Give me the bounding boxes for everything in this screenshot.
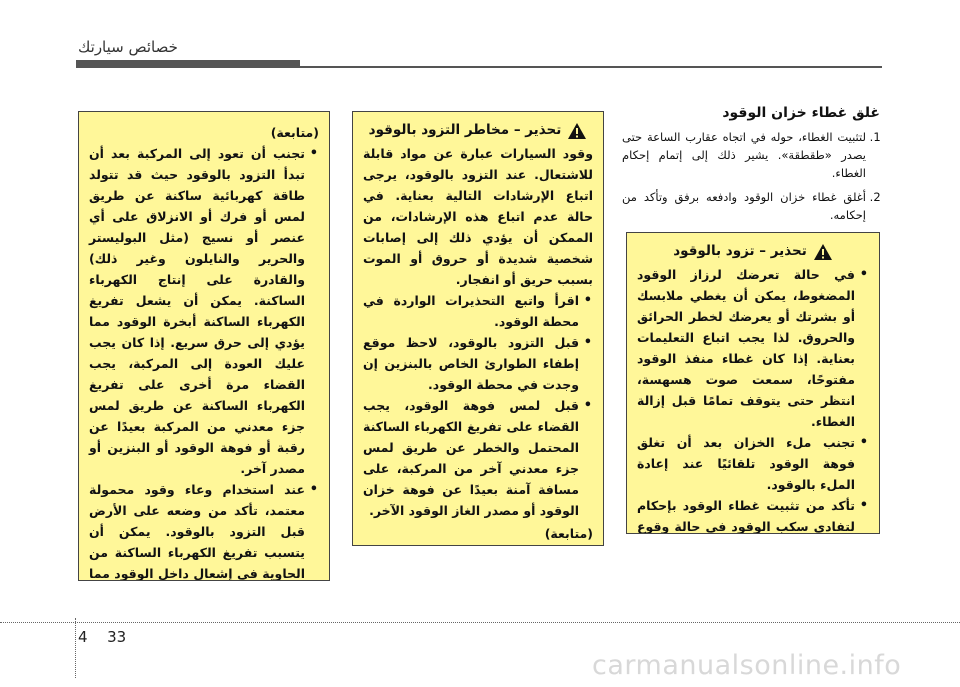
page-number-separator [75, 618, 77, 678]
warning-title [363, 120, 593, 141]
list-item: • تأكد من تثبيت غطاء الوقود بإحكام لتفادي سكب الوقود في حالة وقوع [637, 495, 855, 534]
step-item: 1. لتثبيت الغطاء، حوله في اتجاه عقارب الساعة حتى يصدر «طقطقة». يشير ذلك إلى إتمام إحكام الغطاء. [622, 128, 866, 182]
fuel-cap-closing-section [622, 104, 880, 230]
warning-list [363, 290, 593, 521]
list-item: • تجنب ملء الخزان بعد أن تغلق فوهة الوقود تلقائيًا عند إعادة الملء بالوقود. [637, 432, 855, 495]
steps-list [622, 128, 880, 224]
header-rule [76, 66, 882, 68]
warning-intro: وقود السيارات عبارة عن مواد قابلة للاشتعال. عند التزود بالوقود، يرجى اتباع الإرشادات التالية بعناية. في حالة عدم اتباع هذه الإرشادات، من الممكن أن يؤدي ذلك إلى إصابات شخصية شديدة أو حروق أو الموت بسبب حريق أو انفجار. [363, 146, 593, 287]
list-item: • قبل التزود بالوقود، لاحظ موقع إطفاء الطوارئ الخاص بالبنزين إن وجدت في محطة الوقود. [363, 332, 579, 395]
continued-label: (متابعة) [544, 526, 593, 541]
list-item: • قبل لمس فوهة الوقود، يجب القضاء على تفريغ الكهرباء الساكنة المحتمل والخطر عن طريق لمس جزء معدني آخر من المركبة، على مسافة آمنة بعيدًا عن فوهة خزان الوقود أو مصدر الغاز الوقود الآخر. [363, 395, 579, 521]
step-item: 2. أغلق غطاء خزان الوقود وادفعه برفق وتأكد من إحكامه. [622, 188, 866, 224]
section-heading: غلق غطاء خزان الوقود [722, 105, 880, 121]
continued-label-top: (متابعة) [270, 125, 319, 140]
list-item: • اقرأ واتبع التحذيرات الواردة في محطة الوقود. [363, 290, 579, 332]
warning-list [637, 264, 869, 534]
warning-title-text: تحذير – مخاطر التزود بالوقود [368, 122, 562, 138]
warning-triangle-icon [567, 122, 587, 140]
warning-title [637, 241, 869, 262]
page-header-title: خصائص سيارتك [78, 38, 178, 56]
warning-title-text: تحذير – تزود بالوقود [673, 243, 807, 259]
list-item: • عند استخدام وعاء وقود محمولة معتمد، تأكد من وضعه على الأرض قبل التزود بالوقود. يمكن أن يتسبب تفريغ الكهرباء الساكنة من الحاوية في إشعال داخل الوقود مما [89, 479, 305, 581]
page-number [78, 628, 126, 646]
watermark-text: carmanualsonline.info [592, 650, 902, 681]
page-num: 33 [107, 628, 127, 646]
warning-triangle-icon [813, 243, 833, 261]
footer-divider [0, 622, 960, 623]
continued-warning-list [89, 143, 319, 581]
refueling-warning-box [626, 232, 880, 534]
page-section: 4 [78, 628, 88, 646]
refueling-hazard-warning-box [352, 111, 604, 546]
list-item: • في حالة تعرضك لرزاز الوقود المضغوط، يمكن أن يغطي ملابسك أو بشرتك أو يعرضك لخطر الحرائق والحروق. لذا يجب اتباع التعليمات بعناية. إذا كان غطاء منفذ الوقود مفتوحًا، سمعت صوت هسهسة، انتظر حتى يتوقف تمامًا قبل إزالة الغطاء. [637, 264, 855, 432]
list-item: • تجنب أن تعود إلى المركبة بعد أن تبدأ التزود بالوقود حيث قد تتولد طاقة كهربائية ساكنة عن طريق لمس أو فرك أو الانزلاق على أي عنصر أو نسيج (مثل البوليستر والحرير والنايلون وغير ذلك) والقادرة على إنتاج الكهرباء الساكنة. يمكن أن يشعل تفريغ الكهرباء الساكنة أبخرة الوقود مما يؤدي إلى حرق سريع. إذا كان يجب عليك العودة إلى المركبة، يجب القضاء مرة أخرى على تفريغ الكهرباء الساكنة عن طريق لمس جزء معدني من المركبة بعيدًا عن رقبة أو فوهة الوقود أو البنزين أو مصدر آخر. [89, 143, 305, 479]
continued-warning-box [78, 111, 330, 581]
